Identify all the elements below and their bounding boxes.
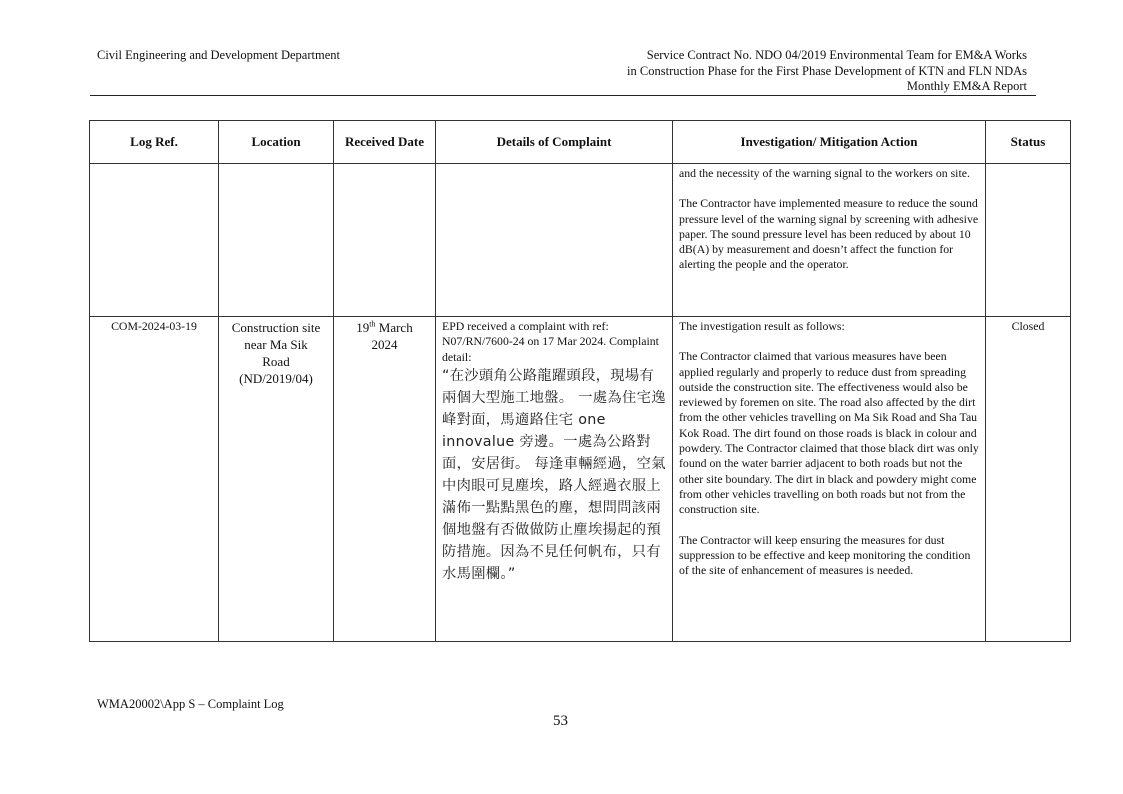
details-quote: “在沙頭角公路龍躍頭段，現場有兩個大型施工地盤。 一處為住宅逸峰對面，馬適路住宅 one innovalue 旁邊。一處為公路對面，安居街。 每逢車輛經過，空氣中肉眼可見塵埃，路人經過衣服上滿佈一點點黑色的塵，想問問該兩個地盤有否做做防止塵埃揚起的預防措施。因為不見任何帆布，只有水馬圍欄。”: [442, 367, 666, 582]
cell-details: [436, 164, 673, 317]
column-header-log-ref: Log Ref.: [90, 121, 219, 164]
column-header-status: Status: [986, 121, 1071, 164]
footer-doc-ref: WMA20002\App S – Complaint Log: [97, 697, 284, 711]
cell-status: [986, 164, 1071, 317]
received-date-suffix: th: [369, 319, 376, 329]
cell-status: Closed: [986, 317, 1071, 642]
received-date-rest: March 2024: [371, 320, 413, 352]
cell-location: [219, 164, 334, 317]
cell-details: [436, 317, 673, 642]
page-number: 53: [553, 713, 568, 729]
investigation-paragraph: and the necessity of the warning signal to the workers on site.: [679, 166, 970, 180]
column-header-details: Details of Complaint: [436, 121, 673, 164]
investigation-paragraph: The Contractor will keep ensuring the measures for dust suppression to be effective and keep monitoring the condition of the site of enhancement of measures is needed.: [679, 532, 971, 578]
table-header-row: [90, 121, 1071, 164]
cell-location: Construction site near Ma Sik Road (ND/2019/04): [219, 317, 334, 642]
cell-log-ref: COM-2024-03-19: [90, 317, 219, 642]
investigation-paragraph: The Contractor have implemented measure to reduce the sound pressure level of the warning signal by screening with adhesive paper. The sound pressure level has been reduced by about 10 dB(A) by measurement and doesn’t affect the function for alerting the people and the operator.: [679, 196, 979, 272]
cell-log-ref: [90, 164, 219, 317]
header-report-title: Monthly EM&A Report: [906, 79, 1027, 93]
header-contract-line: Service Contract No. NDO 04/2019 Environmental Team for EM&A Works: [646, 48, 1027, 62]
header-contract: [547, 48, 1027, 95]
column-header-received-date: Received Date: [334, 121, 436, 164]
header-contract-line: in Construction Phase for the First Phase Development of KTN and FLN NDAs: [627, 63, 1027, 78]
received-date-day: 19: [356, 320, 370, 335]
investigation-paragraph: The investigation result as follows:: [679, 319, 845, 333]
table-row: [90, 317, 1071, 642]
column-header-investigation: Investigation/ Mitigation Action: [673, 121, 986, 164]
details-intro: EPD received a complaint with ref: N07/RN/7600-24 on 17 Mar 2024. Complaint detail:: [442, 319, 659, 364]
header-divider: [90, 95, 1036, 96]
cell-investigation: [673, 317, 986, 642]
cell-investigation: [673, 164, 986, 317]
header-department: Civil Engineering and Development Department: [97, 48, 340, 62]
cell-received-date: [334, 317, 436, 642]
cell-received-date: [334, 164, 436, 317]
column-header-location: Location: [219, 121, 334, 164]
complaint-log-table: [89, 120, 1071, 642]
investigation-paragraph: The Contractor claimed that various measures have been applied regularly and properly to reduce dust from spreading outside the construction site. The effectiveness would also be reviewed by foremen on site. The road also affected by the dirt from the other vehicles travelling on Ma Sik Road and Sha Tau Kok Road. The dirt found on those roads is black in colour and powdery. The Contractor claimed that those black dirt was only found on the water barrier adjacent to both roads but not the other site boundary. The dirt in black and powdery might come from other vehicles travelling on both roads but not from the construction site.: [679, 349, 979, 517]
table-row: [90, 164, 1071, 317]
